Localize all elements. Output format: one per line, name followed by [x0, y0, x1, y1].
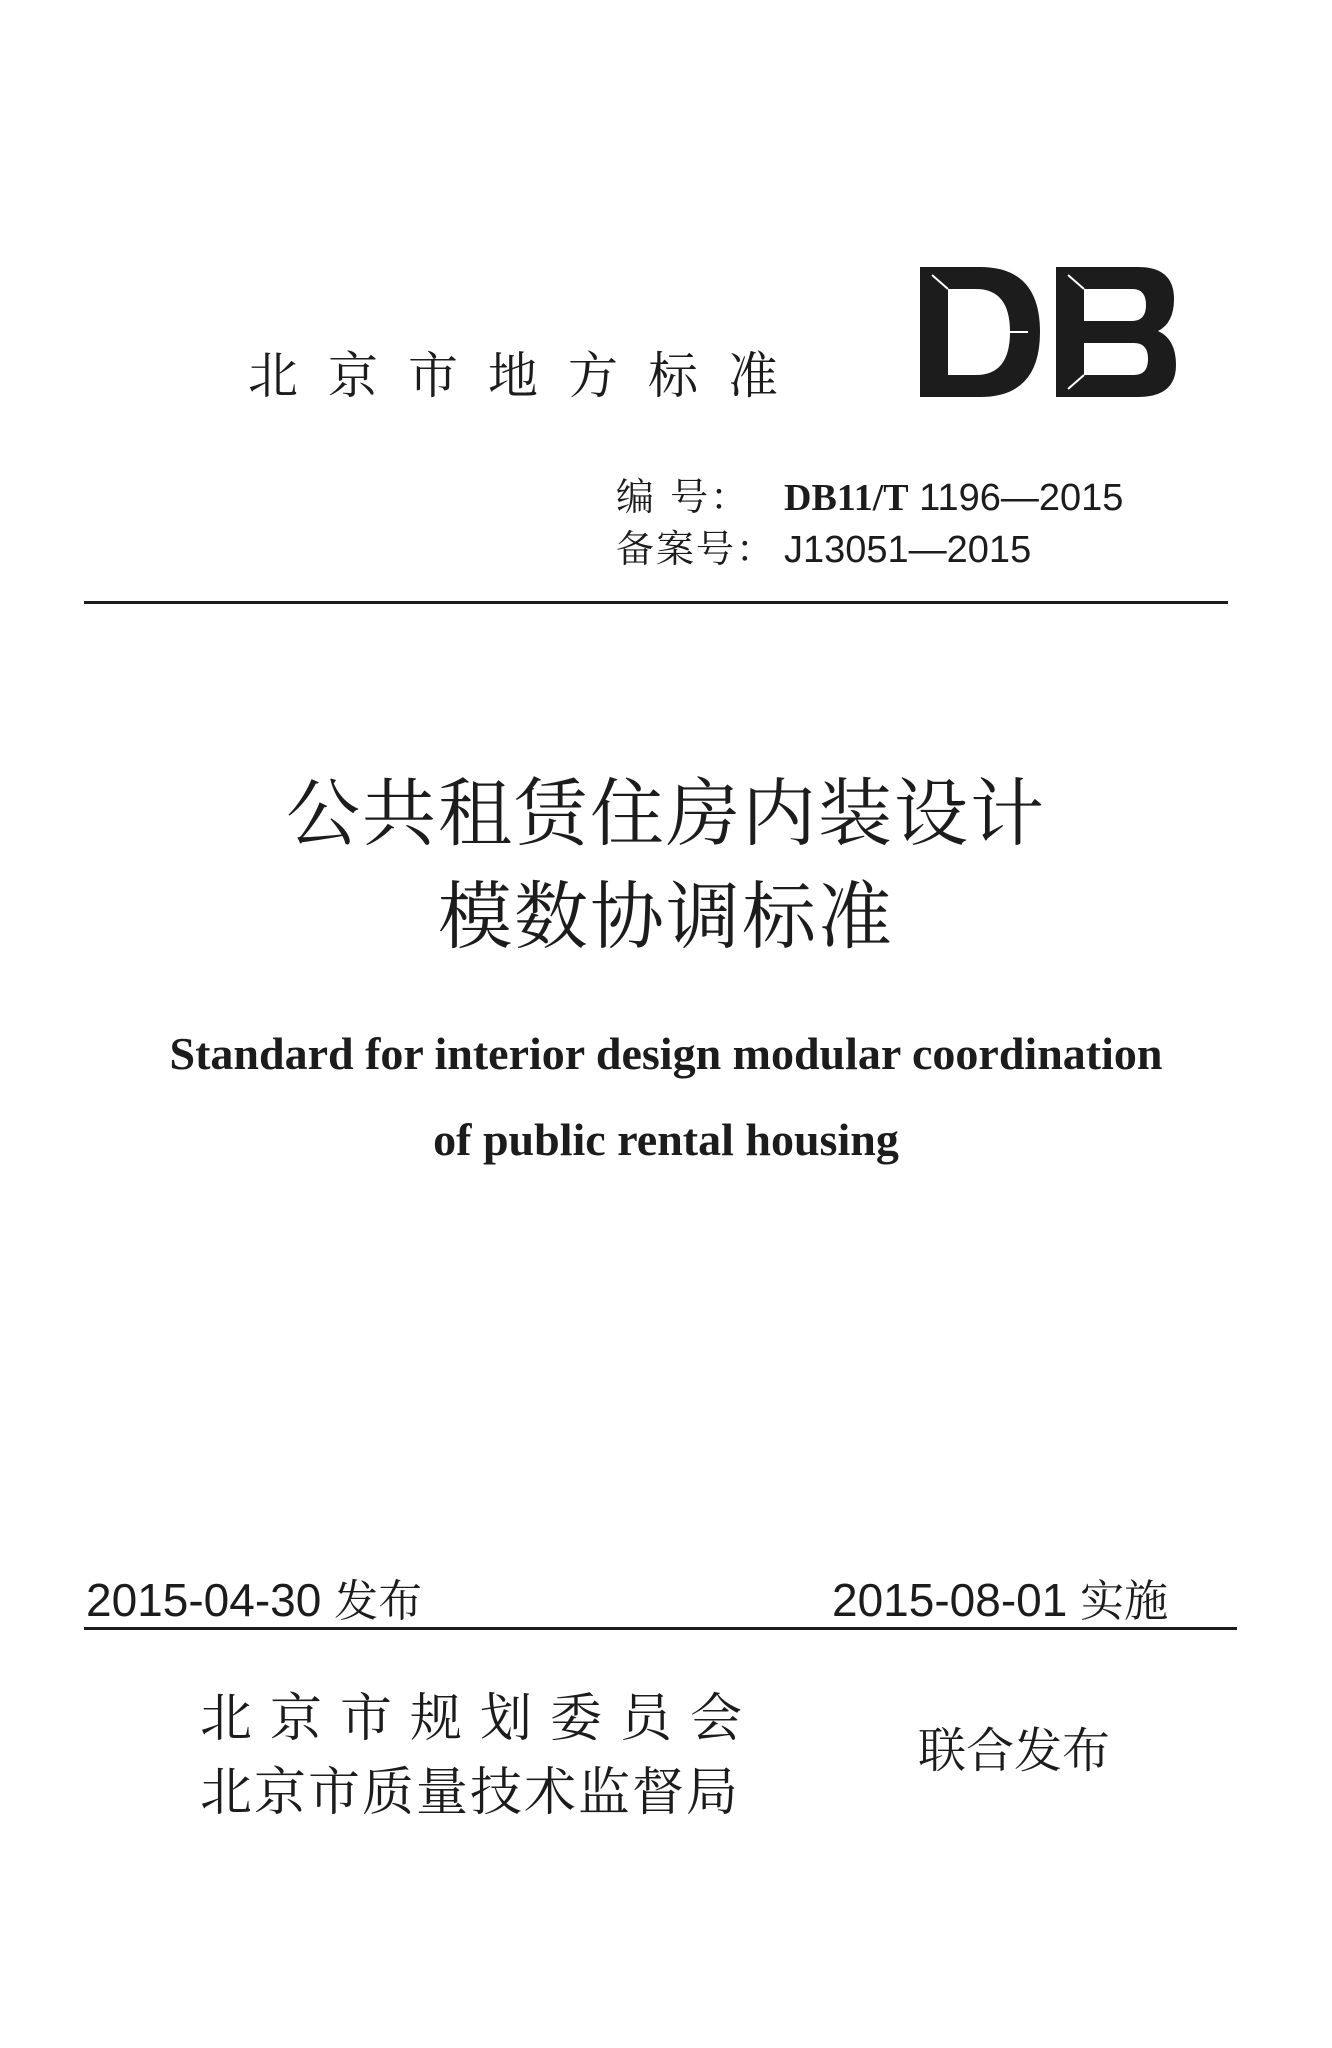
implementation-date-label: 实施 [1080, 1576, 1169, 1627]
issue-date-value: 2015-04-30 [86, 1574, 322, 1626]
filing-number-value: J13051—2015 [784, 529, 1032, 571]
bottom-divider [84, 1627, 1237, 1630]
standard-number-label: 编 号： [616, 475, 751, 519]
issue-date-label: 发布 [334, 1576, 423, 1627]
implementation-date-value: 2015-08-01 [832, 1574, 1068, 1626]
standard-number-value: 1196—2015 [908, 477, 1124, 519]
issuer-planning-commission: 北京市规划委员会 [200, 1689, 761, 1749]
filing-number-label: 备案号： [616, 527, 777, 571]
issue-date [86, 1565, 422, 1629]
db-logo [918, 265, 1178, 399]
title-en-line2: of public rental housing [433, 1114, 899, 1165]
top-divider [84, 601, 1228, 604]
joint-issue-label: 联合发布 [918, 1723, 1111, 1779]
issuer-quality-bureau: 北京市质量技术监督局 [200, 1763, 741, 1823]
title-zh-line1: 公共租赁住房内装设计 [286, 771, 1046, 857]
title-en-line1: Standard for interior design modular coordination [169, 1028, 1163, 1079]
standard-number-prefix: DB11/T [784, 477, 909, 519]
implementation-date [832, 1565, 1168, 1629]
filing-number [616, 518, 1031, 573]
db-logo-letter-b [1056, 267, 1176, 397]
title-zh-line2: 模数协调标准 [438, 874, 894, 960]
standard-number [616, 466, 1123, 521]
standard-type: 北京市地方标准 [248, 347, 808, 405]
